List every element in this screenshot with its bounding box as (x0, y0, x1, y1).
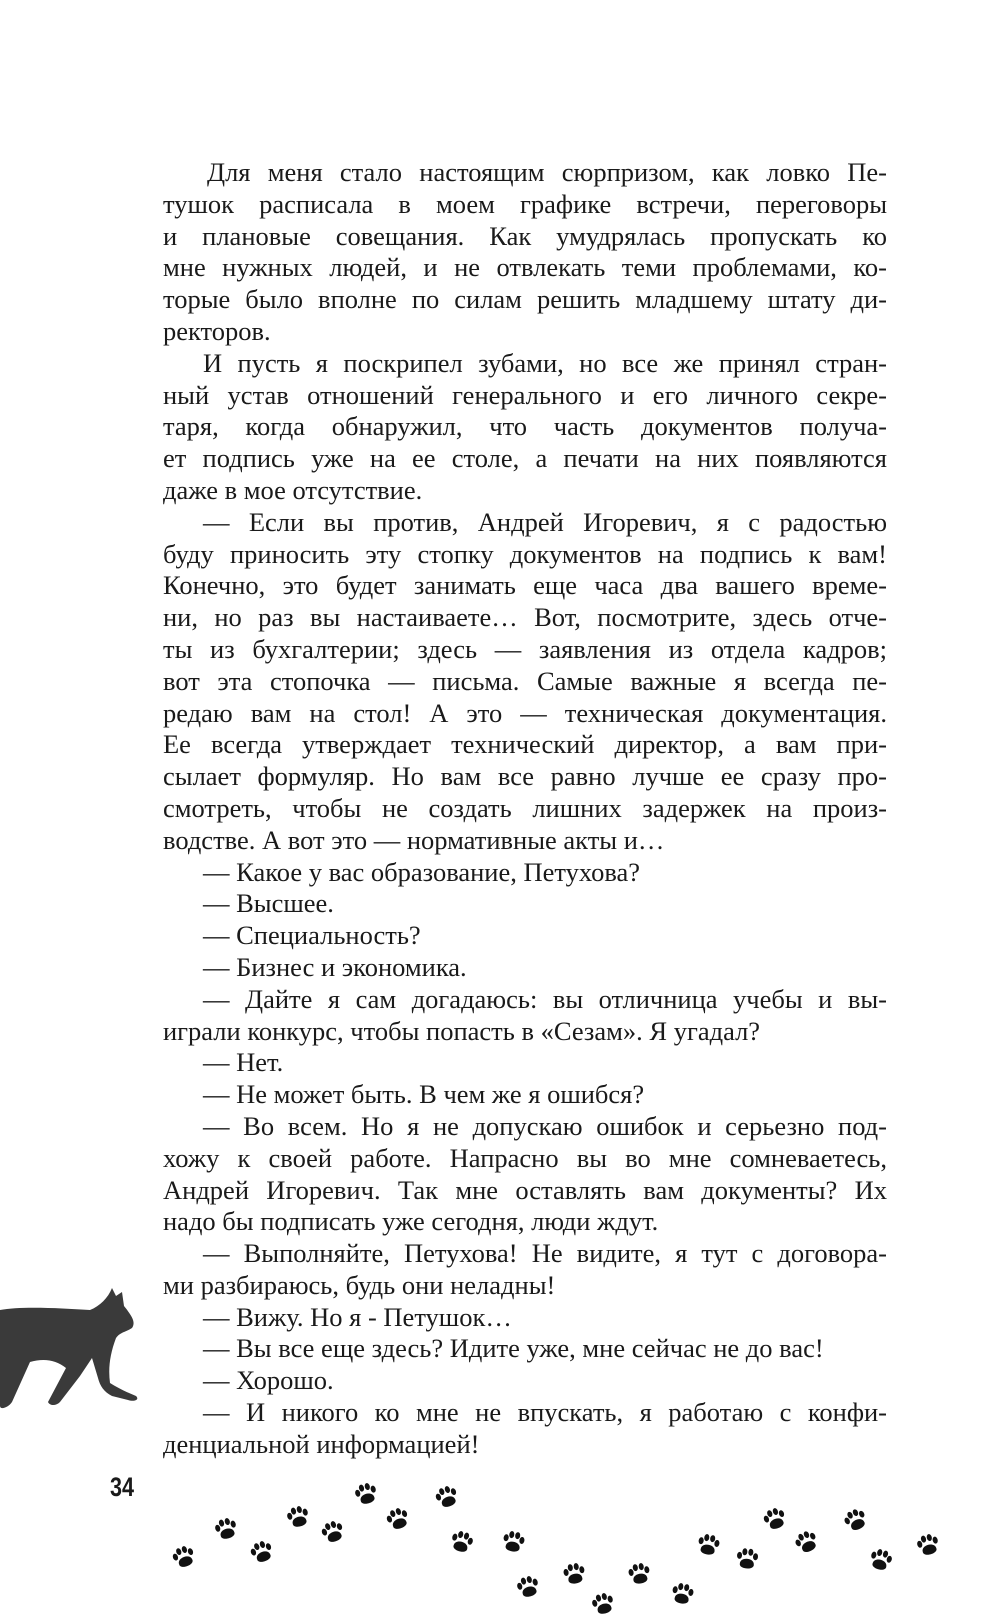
text-line: ни, но раз вы настаиваете… Вот, посмотрите, здесь отче- (163, 602, 887, 633)
text-line: денциальной информацией! (163, 1428, 480, 1459)
text-line: ми разбираюсь, будь они неладны! (163, 1269, 556, 1300)
paw-print-icon (353, 1481, 378, 1506)
paw-print-icon (627, 1562, 651, 1585)
text-line: — Специальность? (203, 920, 421, 951)
text-line: торые было вполне по силам решить младшему штату ди- (163, 284, 887, 315)
text-line: тушок расписала в моем графике встречи, переговоры (163, 188, 887, 219)
text-line: — Выполняйте, Петухова! Не видите, я тут с договора- (203, 1238, 887, 1269)
text-line: хожу к своей работе. Напрасно вы во мне сомневаетесь, (163, 1142, 887, 1173)
text-line: даже в мое отсутствие. (163, 474, 423, 505)
text-line: мне нужных людей, и не отвлекать теми проблемами, ко- (163, 252, 887, 283)
text-line: И пусть я поскрипел зубами, но все же принял стран- (203, 347, 887, 378)
text-line: водстве. А вот это — нормативные акты и… (163, 824, 665, 855)
text-line: — Нет. (203, 1047, 284, 1078)
text-line: таря, когда обнаружил, что часть документов получа- (163, 411, 887, 442)
text-line: — Высшее. (203, 888, 334, 919)
paw-print-icon (868, 1547, 893, 1572)
text-line: — И никого ко мне не впускать, я работаю с конфи- (203, 1397, 887, 1428)
paw-print-icon (515, 1574, 540, 1599)
text-line: ты из бухгалтерии; здесь — заявления из отдела кадров; (163, 633, 887, 664)
cat-silhouette-icon (0, 1288, 145, 1413)
page-number: 34 (110, 1472, 135, 1502)
text-line: — Бизнес и экономика. (203, 951, 467, 982)
paw-print-icon (671, 1582, 695, 1605)
paw-print-icon (171, 1544, 198, 1570)
paw-print-icon (285, 1504, 310, 1529)
text-line: — Дайте я сам догадаюсь: вы отличница учебы и вы- (203, 983, 887, 1014)
paw-print-icon (385, 1506, 412, 1532)
text-line: надо бы подписать уже сегодня, люди ждут. (163, 1206, 659, 1237)
book-page-body (163, 157, 887, 1461)
paw-print-icon (590, 1591, 615, 1616)
text-line: Для меня стало настоящим сюрпризом, как ловко Пе- (207, 157, 887, 187)
paw-print-icon (449, 1529, 474, 1554)
paw-print-icon (562, 1562, 586, 1585)
text-line: — Хорошо. (203, 1365, 334, 1396)
text-line: буду приносить эту стопку документов на подпись к вам! (163, 538, 887, 569)
text-line: — Не может быть. В чем же я ошибся? (203, 1079, 645, 1110)
text-line: — Вижу. Но я - Петушок… (203, 1301, 512, 1332)
text-line: Ее всегда утверждает технический директор, а вам при- (163, 729, 887, 760)
paw-print-icon (434, 1484, 461, 1510)
text-line: — Если вы против, Андрей Игоревич, я с радостью (203, 506, 887, 537)
paw-print-icon (842, 1506, 869, 1533)
text-line: ный устав отношений генерального и его личного секре- (163, 379, 887, 410)
paw-print-icon (915, 1532, 940, 1557)
text-line: — Во всем. Но я не допускаю ошибок и серьезно под- (203, 1110, 887, 1141)
text-line: ректоров. (163, 315, 271, 346)
text-line: смотреть, чтобы не создать лишних задержек на произ- (163, 792, 887, 823)
text-line: Конечно, это будет занимать еще часа два вашего време- (163, 570, 887, 601)
paw-print-icon (502, 1530, 526, 1553)
paw-print-icon (697, 1533, 721, 1556)
paw-print-icon (762, 1506, 789, 1532)
text-line: — Вы все еще здесь? Идите уже, мне сейчас не до вас! (203, 1333, 824, 1364)
text-line: — Какое у вас образование, Петухова? (203, 856, 641, 887)
text-line: вот эта стопочка — письма. Самые важные я всегда пе- (163, 665, 887, 696)
text-line: и плановые совещания. Как умудрялась пропускать ко (163, 220, 887, 251)
text-line: редаю вам на стол! А это — техническая документация. (163, 697, 887, 728)
text-line: играли конкурс, чтобы попасть в «Сезам». Я угадал? (163, 1015, 761, 1046)
paw-print-icon (249, 1539, 276, 1565)
paw-print-icon (320, 1519, 347, 1545)
paw-print-icon (736, 1548, 759, 1570)
text-line: Андрей Игоревич. Так мне оставлять вам документы? Их (163, 1174, 887, 1205)
paw-print-icon (793, 1528, 820, 1555)
paw-print-icon (213, 1516, 238, 1541)
text-line: сылает формуляр. Но вам все равно лучше ее сразу про- (163, 761, 887, 792)
text-line: ет подпись уже на ее столе, а печати на них появляются (163, 443, 887, 474)
